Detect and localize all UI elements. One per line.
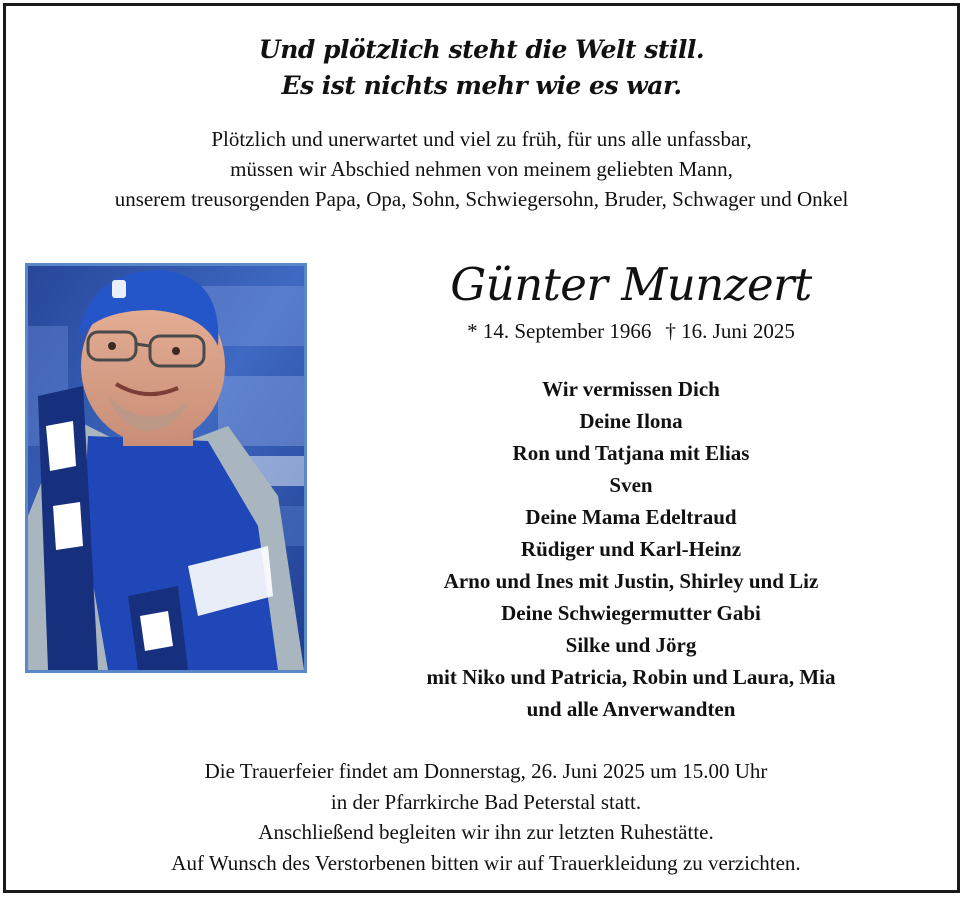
death-date: † 16. Juni 2025 xyxy=(665,319,795,343)
mourner-line: Ron und Tatjana mit Elias xyxy=(512,441,750,465)
motto-line-2: Es ist nichts mehr wie es war. xyxy=(281,71,682,100)
motto-line-1: Und plötzlich steht die Welt still. xyxy=(258,35,705,64)
service-line: Auf Wunsch des Verstorbenen bitten wir auf Trauerkleidung zu verzichten. xyxy=(171,850,801,875)
mourners-list xyxy=(306,373,956,725)
service-line: in der Pfarrkirche Bad Peterstal statt. xyxy=(330,789,642,814)
intro-line: müssen wir Abschied nehmen von meinem geliebten Mann, xyxy=(230,157,733,181)
birth-date: * 14. September 1966 xyxy=(467,319,652,343)
funeral-service-info xyxy=(6,756,966,878)
service-line: Anschließend begleiten wir ihn zur letzten Ruhestätte. xyxy=(258,820,714,844)
mourner-line: Sven xyxy=(609,473,653,497)
deceased-name: Günter Munzert xyxy=(450,258,812,311)
intro-line: Plötzlich und unerwartet und viel zu früh, für uns alle unfassbar, xyxy=(211,127,752,151)
mourner-line: mit Niko und Patricia, Robin und Laura, Mia xyxy=(426,665,836,689)
portrait-photo xyxy=(25,263,307,673)
mourner-line: Rüdiger und Karl-Heinz xyxy=(520,537,742,561)
mourner-line: Deine Mama Edeltraud xyxy=(525,505,737,529)
intro-text xyxy=(6,124,957,214)
mourner-line: Wir vermissen Dich xyxy=(542,377,720,401)
mourner-line: Deine Ilona xyxy=(579,409,683,433)
mourner-line: und alle Anverwandten xyxy=(526,697,736,721)
mourner-line: Silke und Jörg xyxy=(565,633,697,657)
life-dates xyxy=(306,316,956,346)
obituary-card xyxy=(3,3,960,893)
mourner-line: Deine Schwiegermutter Gabi xyxy=(501,601,761,625)
service-line: Die Trauerfeier findet am Donnerstag, 26. Juni 2025 um 15.00 Uhr xyxy=(204,759,768,783)
portrait-illustration xyxy=(28,266,304,670)
mourner-line: Arno und Ines mit Justin, Shirley und Liz xyxy=(443,569,819,593)
intro-line: unserem treusorgenden Papa, Opa, Sohn, Schwiegersohn, Bruder, Schwager und Onkel xyxy=(114,187,849,211)
